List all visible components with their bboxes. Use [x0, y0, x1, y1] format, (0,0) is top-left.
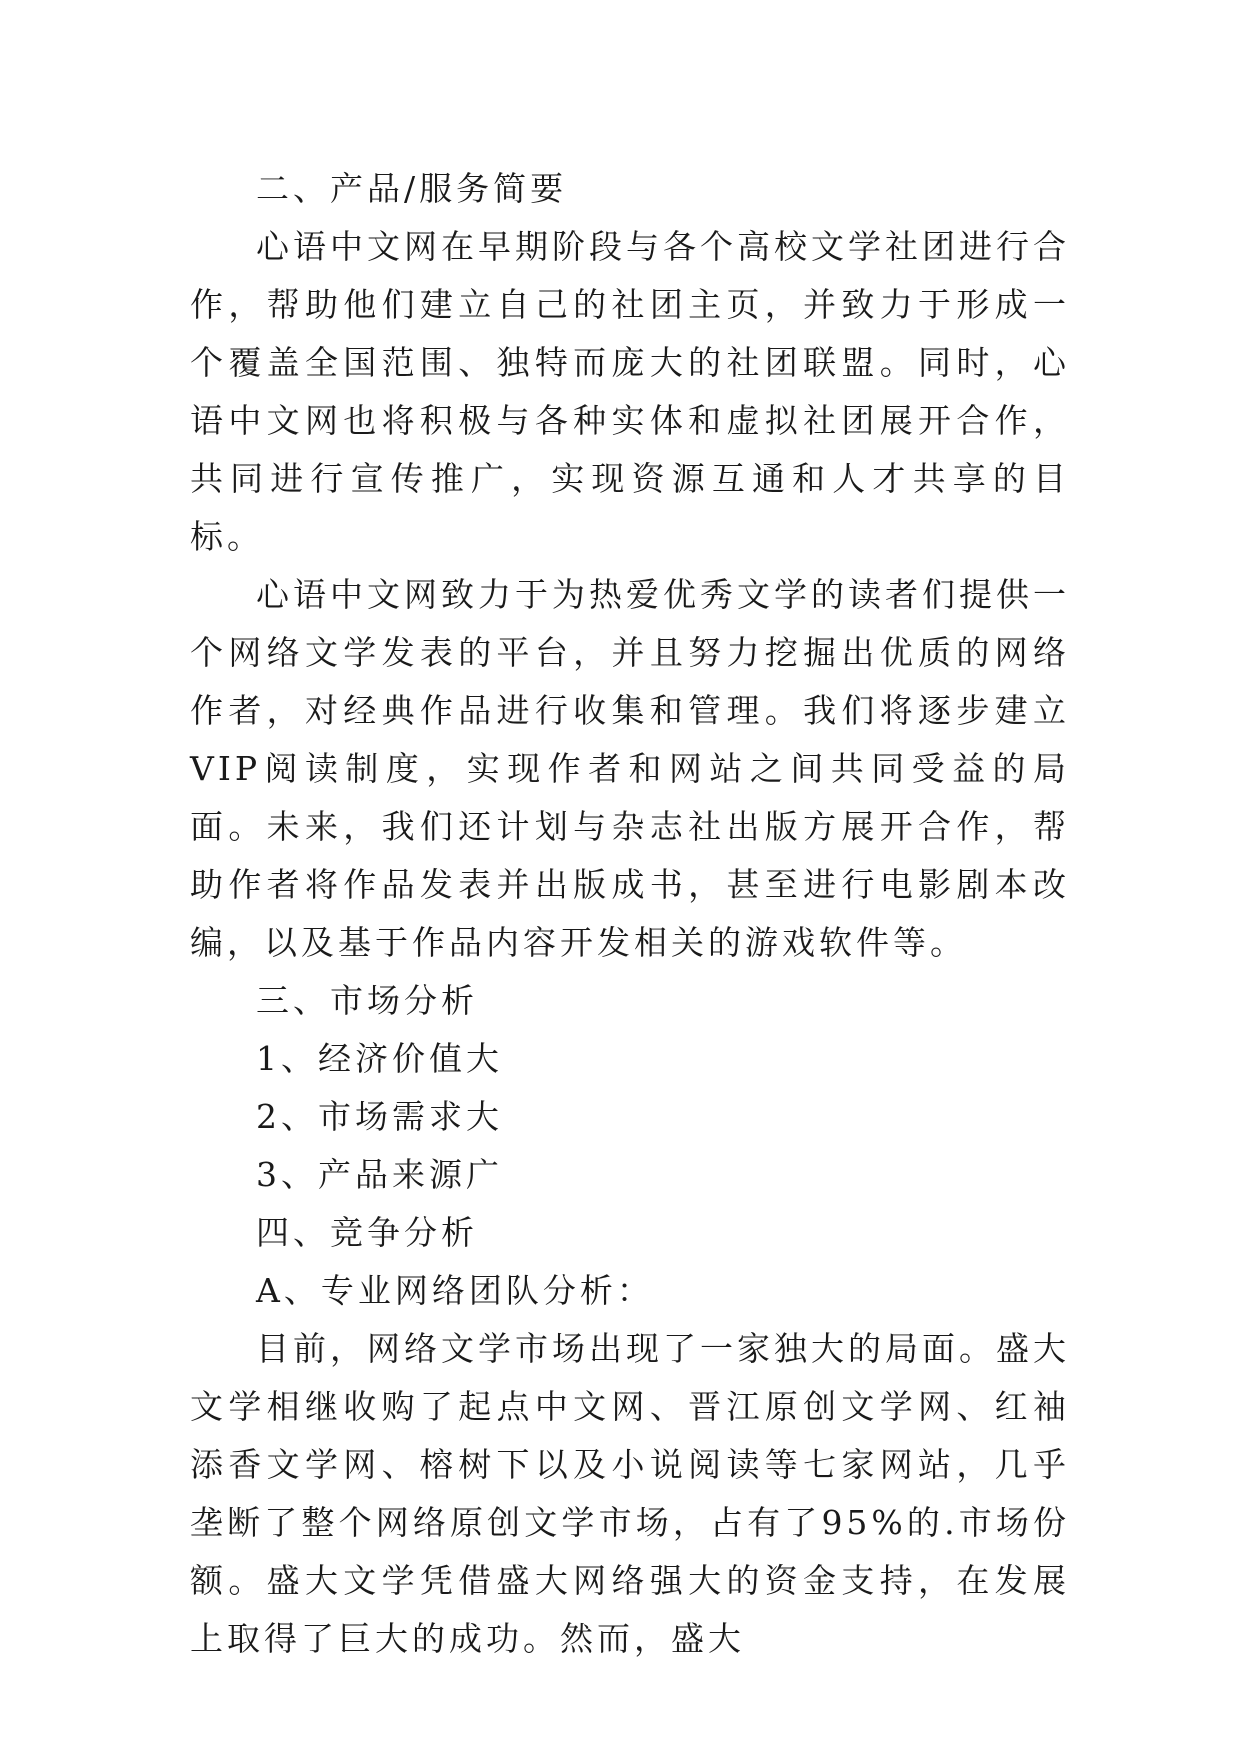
paragraph-market-status: 目前，网络文学市场出现了一家独大的局面。盛大文学相继收购了起点中文网、晋江原创文学网、红袖添香文学网、榕树下以及小说阅读等七家网站，几乎垄断了整个网络原创文学市场，占有了95%的.市场份额。盛大文学凭借盛大网络强大的资金支持，在发展上取得了巨大的成功。然而，盛大 [190, 1329, 1070, 1658]
document-body [190, 160, 1070, 1668]
section-heading-market: 三、市场分析 [256, 981, 478, 1020]
paragraph-platform: 心语中文网致力于为热爱优秀文学的读者们提供一个网络文学发表的平台，并且努力挖掘出优质的网络作者，对经典作品进行收集和管理。我们将逐步建立VIP阅读制度，实现作者和网站之间共同受益的局面。未来，我们还计划与杂志社出版方展开合作，帮助作者将作品发表并出版成书，甚至进行电影剧本改编，以及基于作品内容开发相关的游戏软件等。 [190, 575, 1070, 962]
section-heading-competition: 四、竞争分析 [256, 1213, 478, 1252]
section-heading-product: 二、产品/服务简要 [256, 169, 568, 208]
list-item-economic-value: 1、经济价值大 [256, 1039, 503, 1078]
list-item-market-demand: 2、市场需求大 [256, 1097, 503, 1136]
list-item-product-source: 3、产品来源广 [256, 1155, 503, 1194]
paragraph-cooperation: 心语中文网在早期阶段与各个高校文学社团进行合作，帮助他们建立自己的社团主页，并致力于形成一个覆盖全国范围、独特而庞大的社团联盟。同时，心语中文网也将积极与各种实体和虚拟社团展开合作，共同进行宣传推广，实现资源互通和人才共享的目标。 [190, 227, 1070, 556]
subsection-heading-team: A、专业网络团队分析： [256, 1271, 654, 1310]
